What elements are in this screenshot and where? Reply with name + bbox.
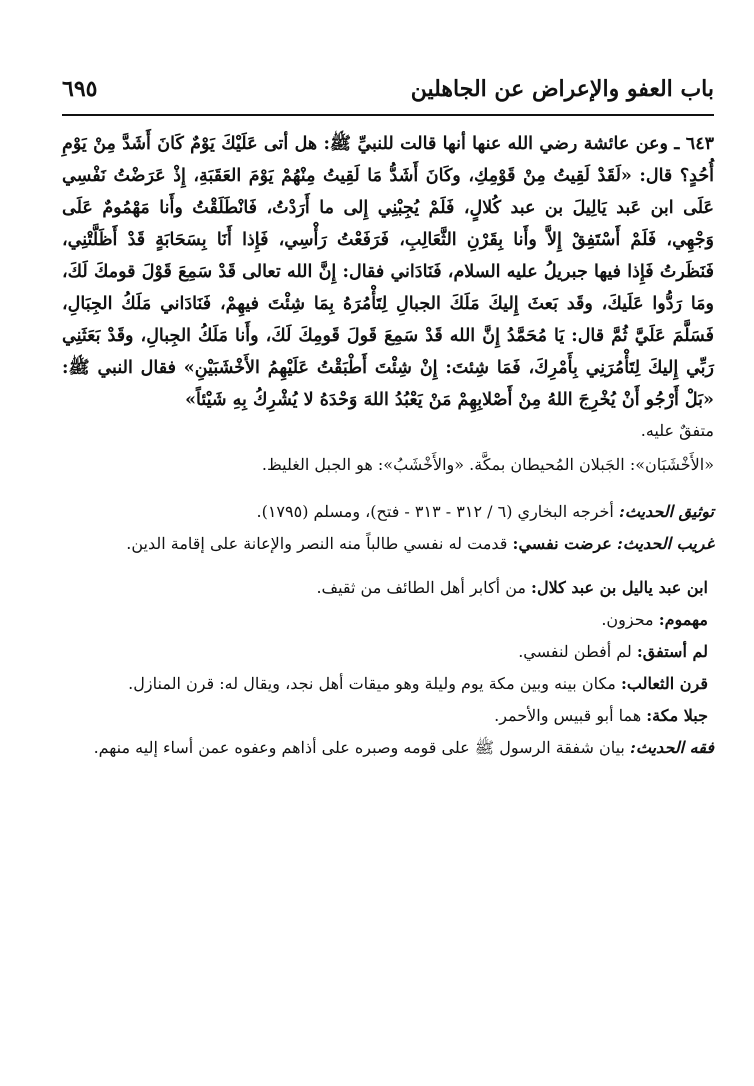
tawthiq-section <box>62 496 714 528</box>
definition-term: ابن عبد ياليل بن عبد كلال: <box>531 578 708 597</box>
gharib-label: غريب الحديث: <box>616 534 714 553</box>
page-body <box>62 128 714 764</box>
definition-item <box>62 700 714 732</box>
definition-text: هما أبو قبيس والأحمر. <box>494 706 642 725</box>
page-number: ٦٩٥ <box>62 76 98 102</box>
definition-item <box>62 604 714 636</box>
definition-text: من أكابر أهل الطائف من ثقيف. <box>316 578 526 597</box>
tawthiq-text: أخرجه البخاري (٦ / ٣١٢ - ٣١٣ - فتح)، ومسلم (١٧٩٥). <box>256 502 614 521</box>
gharib-first-text: قدمت له نفسي طالباً منه النصر والإعانة على إقامة الدين. <box>126 534 508 553</box>
hadith-grading: متفقٌ عليه. <box>640 421 714 440</box>
definition-term: لم أستفق: <box>636 642 708 661</box>
definition-term: مهموم: <box>658 610 708 629</box>
definition-text: محزون. <box>601 610 654 629</box>
fiqh-section <box>62 732 714 764</box>
definition-text: لم أفطن لنفسي. <box>518 642 632 661</box>
page-header <box>62 72 714 112</box>
chapter-title: باب العفو والإعراض عن الجاهلين <box>410 76 714 102</box>
gloss-note: «الأَخْشَبَان»: الجَبلان المُحيطان بمكَّة. «والأَخْشَبُ»: هو الجبل الغليظ. <box>261 455 714 474</box>
gharib-section <box>62 528 714 560</box>
gharib-definitions <box>62 572 714 732</box>
definition-term: جبلا مكة: <box>646 706 708 725</box>
hadith-text: ٦٤٣ ـ وعن عائشة رضي الله عنها أنها قالت للنبيِّ ﷺ: هل أتى عَلَيْكَ يَوْمٌ كَانَ أَشَدَّ مِنْ يَوْمِ أُحُدٍ؟ قال: «لَقَدْ لَقِيتُ مِنْ قَوْمِكِ، وكَانَ أَشَدُّ مَا لَقِيتُ مِنْهُمْ يَوْمَ العَقَبَةِ، إِذْ عَرَضْتُ نَفْسِي عَلَى ابن عَبد يَالِيلَ بن عبد كُلالٍ، فَلَمْ يُجِبْنِي إِلى ما أَرَدْتُ، فَانْطَلَقْتُ وأَنا مَهْمُومٌ عَلَى وَجْهِي، فَلَمْ أَسْتَفِقْ إِلاَّ وأَنا بِقَرْنِ الثَّعَالِبِ، فَرَفَعْتُ رَأْسِي، فَإِذا أَنَا بِسَحَابَةٍ قَدْ أَظَلَّتْنِي، فَنَظَرتُ فَإِذا فيها جبريلُ عليه السلام، فَنَادَاني فقال: إِنَّ الله تعالى قَدْ سَمِعَ قَوْلَ قومكَ لَكَ، ومَا رَدُّوا عَلَيكَ، وقَد بَعثَ إِليكَ مَلَكَ الجبالِ لِتَأْمُرَهُ بِمَا شِئْتَ فيهِمْ، فَنَادَاني مَلَكُ الجِبَالِ، فَسَلَّمَ عَلَيَّ ثُمَّ قال: يَا مُحَمَّدُ إِنَّ الله قَدْ سَمِعَ قَولَ قَومِكَ لَكَ، وأَنا مَلَكُ الجِبالِ، وقَدْ بَعَثَنِي رَبِّي إِليكَ لِتَأْمُرَنِي بِأَمْرِكَ، فَمَا شِئتَ: إِنْ شِئْتَ أَطْبَقْتُ عَلَيْهِمُ الأَخْشَبَيْنِ» فقال النبي ﷺ: «بَلْ أَرْجُو أَنْ يُخْرِجَ اللهُ مِنْ أَصْلابِهِمْ مَنْ يَعْبُدُ اللهَ وَحْدَهُ لا يُشْرِكُ بِهِ شَيْئاً» <box>62 134 714 410</box>
definition-item <box>62 636 714 668</box>
definition-item <box>62 668 714 700</box>
definition-term: قرن الثعالب: <box>620 674 708 693</box>
fiqh-text: بيان شفقة الرسول ﷺ على قومه وصبره على أذاهم وعفوه عمن أساء إليه منهم. <box>93 738 625 757</box>
header-rule <box>62 114 714 116</box>
definition-item <box>62 572 714 604</box>
tawthiq-label: توثيق الحديث: <box>618 502 714 521</box>
fiqh-label: فقه الحديث: <box>629 738 714 757</box>
definition-text: مكان بينه وبين مكة يوم وليلة وهو ميقات أهل نجد، ويقال له: قرن المنازل. <box>128 674 616 693</box>
gharib-first-term: عرضت نفسي: <box>512 534 612 553</box>
